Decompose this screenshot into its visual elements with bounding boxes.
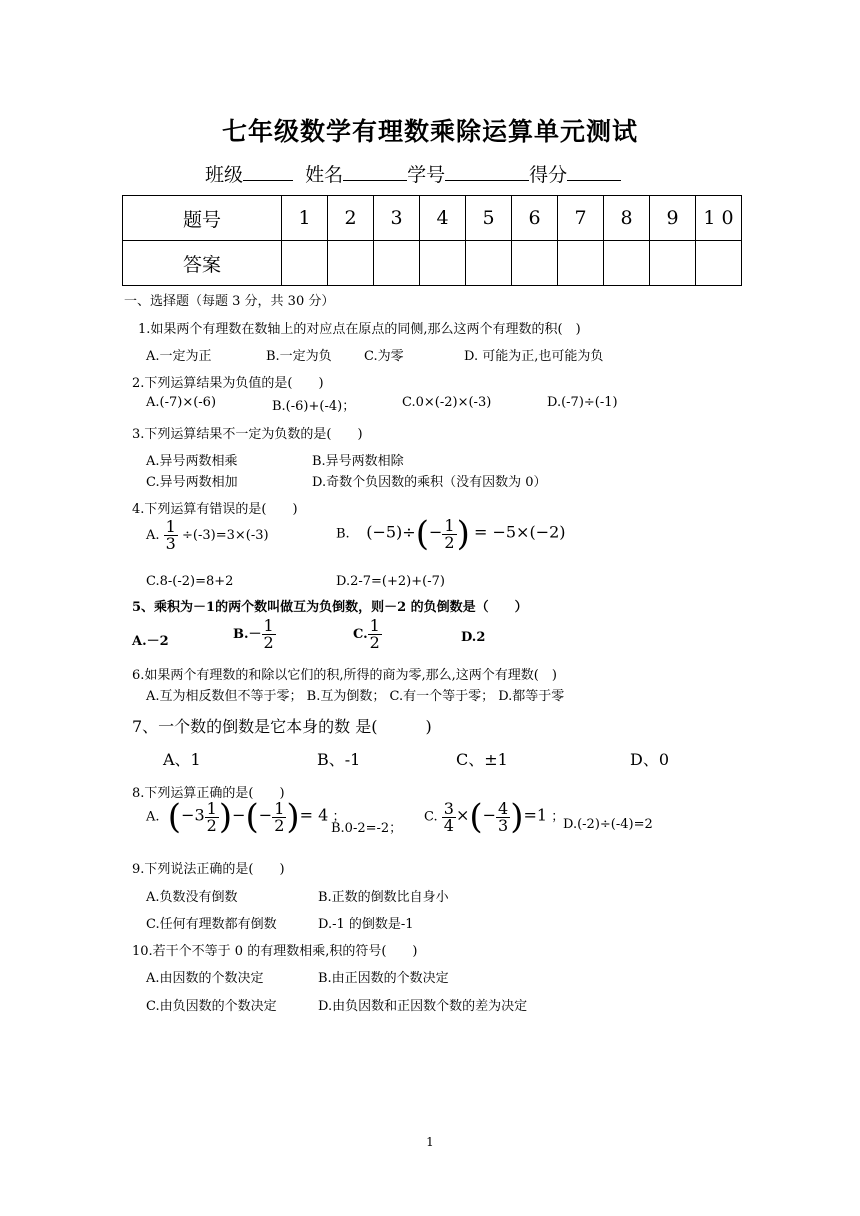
q5-c-prefix: C. — [353, 627, 368, 642]
q1-option-a: A.一定为正 — [146, 349, 212, 364]
q8-c-fraction-1 — [442, 798, 456, 835]
answer-cell[interactable] — [512, 241, 558, 286]
question-number-header: 题号 — [123, 196, 282, 241]
denominator: 3 — [498, 815, 509, 835]
q5-option-b — [233, 618, 276, 651]
answer-cell[interactable] — [558, 241, 604, 286]
q3-option-a: A.异号两数相乘 — [146, 454, 238, 469]
q5-b-fraction — [262, 618, 276, 651]
q4-a-fraction — [164, 519, 178, 552]
q8-a-int: −3 — [181, 805, 205, 825]
q8-a-fraction-1 — [205, 798, 219, 835]
q8-a-result: = 4 — [299, 805, 329, 825]
q9-option-c: C.任何有理数都有倒数 — [146, 917, 277, 932]
class-label: 班级 — [205, 164, 244, 186]
denominator: 4 — [443, 815, 454, 835]
q8-option-d: D.(-2)÷(-4)=2 — [563, 817, 653, 832]
q8-a-fraction-2 — [272, 798, 286, 835]
q1-option-b: B.一定为负 — [266, 349, 332, 364]
q5-c-fraction — [368, 618, 382, 651]
q4-b-left: (−5)÷ — [366, 522, 416, 542]
answer-cell[interactable] — [466, 241, 512, 286]
q4-a-prefix: A. — [146, 528, 160, 543]
question-6-stem: 6.如果两个有理数的和除以它们的积,所得的商为零,那么,这两个有理数( ) — [132, 668, 557, 683]
q8-c-result: =1 — [523, 805, 548, 825]
page-number: 1 — [426, 1135, 434, 1149]
table-number-cell: 9 — [650, 196, 696, 241]
q4-a-expression: ÷(-3)=3×(-3) — [182, 528, 269, 543]
question-5-stem: 5、乘积为－1的两个数叫做互为负倒数，则－2 的负倒数是（ ） — [132, 600, 528, 615]
answer-cell[interactable] — [696, 241, 742, 286]
q8-a-minus: − — [258, 805, 273, 825]
answer-cell[interactable] — [282, 241, 328, 286]
table-number-cell: 8 — [604, 196, 650, 241]
answer-cell[interactable] — [420, 241, 466, 286]
denominator: 2 — [444, 532, 455, 552]
answer-cell[interactable] — [650, 241, 696, 286]
numerator: 1 — [274, 798, 285, 818]
q2-option-d: D.(-7)÷(-1) — [547, 395, 618, 410]
q7-option-d: D、0 — [630, 750, 670, 769]
q8-c-prefix: C. — [424, 809, 438, 825]
numerator: 1 — [165, 517, 176, 536]
denominator: 2 — [274, 815, 285, 835]
question-7-stem: 7、一个数的倒数是它本身的数 是( ) — [132, 717, 432, 736]
table-number-cell: 7 — [558, 196, 604, 241]
question-10-stem: 10.若干个不等于 0 的有理数相乘,积的符号( ) — [132, 944, 418, 959]
answer-header: 答案 — [123, 241, 282, 286]
q2-option-a: A.(-7)×(-6) — [146, 395, 217, 410]
q1-option-c: C.为零 — [364, 349, 404, 364]
q1-option-d: D. 可能为正,也可能为负 — [464, 349, 604, 364]
question-9-stem: 9.下列说法正确的是( ) — [132, 862, 285, 877]
q4-option-d: D.2-7=(+2)+(-7) — [336, 574, 445, 589]
table-number-cell: 1 0 — [696, 196, 742, 241]
q4-option-a — [146, 519, 269, 552]
q8-a-mid: − — [232, 805, 246, 825]
q8-c-fraction-2 — [496, 798, 510, 835]
numerator: 1 — [369, 616, 380, 635]
q10-option-c: C.由负因数的个数决定 — [146, 999, 277, 1014]
q5-option-d: D.2 — [461, 630, 486, 645]
section-heading: 一、选择题（每题 3 分，共 30 分） — [124, 294, 335, 309]
question-4-stem: 4.下列运算有错误的是( ) — [132, 502, 298, 517]
q4-b-minus: − — [428, 522, 443, 542]
q3-option-d: D.奇数个负因数的乘积（没有因数为 0） — [312, 475, 547, 490]
q2-option-c: C.0×(-2)×(-3) — [402, 395, 492, 410]
score-label: 得分 — [529, 164, 568, 186]
question-8-stem: 8.下列运算正确的是( ) — [132, 786, 285, 801]
q8-option-c: C. $\frac{3}{4}$ ×(− $\frac{4}{3}$ )=1 ； — [424, 797, 565, 837]
denominator: 3 — [165, 534, 176, 553]
q3-option-c: C.异号两数相加 — [146, 475, 238, 490]
table-number-cell: 6 — [512, 196, 558, 241]
numerator: 1 — [206, 798, 217, 818]
q8-c-semicolon: ； — [551, 809, 565, 825]
student-info-line — [205, 160, 621, 187]
number-blank[interactable] — [445, 162, 529, 181]
q4-b-right: = −5×(−2) — [473, 522, 566, 542]
q4-option-c: C.8-(-2)=8+2 — [146, 574, 234, 589]
question-3-stem: 3.下列运算结果不一定为负数的是( ) — [132, 427, 363, 442]
q10-option-b: B.由正因数的个数决定 — [318, 971, 449, 986]
q7-option-b: B、-1 — [317, 750, 361, 769]
numerator: 1 — [444, 515, 455, 535]
number-label: 学号 — [407, 164, 446, 186]
q10-option-d: D.由负因数和正因数个数的差为决定 — [318, 999, 528, 1014]
table-number-cell: 5 — [466, 196, 512, 241]
q8-option-a: A. (−3 $\frac{1}{2}$ )−(− $\frac{1}{2}$ )= 4 ； — [146, 797, 346, 837]
q4-option-b: B. (−5)÷(− $\frac{1}{2}$ ) = −5×(−2) — [336, 514, 566, 554]
q5-option-a: A.－2 — [132, 634, 169, 649]
answer-cell[interactable] — [328, 241, 374, 286]
numerator: 4 — [498, 798, 509, 818]
class-blank[interactable] — [243, 162, 293, 181]
q8-c-times: × — [455, 805, 470, 825]
q5-b-prefix: B.－ — [233, 627, 262, 642]
denominator: 2 — [263, 633, 274, 652]
score-blank[interactable] — [567, 162, 621, 181]
q10-option-a: A.由因数的个数决定 — [146, 971, 264, 986]
page-title: 七年级数学有理数乘除运算单元测试 — [221, 117, 638, 146]
question-2-stem: 2.下列运算结果为负值的是( ) — [132, 376, 324, 391]
denominator: 2 — [369, 633, 380, 652]
table-number-cell: 3 — [374, 196, 420, 241]
answer-cell[interactable] — [374, 241, 420, 286]
numerator: 1 — [263, 616, 274, 635]
answer-table — [122, 195, 742, 286]
q2-option-b: B.(-6)+(-4)； — [272, 399, 356, 414]
name-blank[interactable] — [343, 162, 407, 181]
denominator: 2 — [206, 815, 217, 835]
numerator: 3 — [443, 798, 454, 818]
q5-option-c — [353, 618, 382, 651]
q8-c-minus: − — [482, 805, 497, 825]
q9-option-b: B.正数的倒数比自身小 — [318, 890, 449, 905]
question-number-row — [123, 196, 742, 241]
q9-option-a: A.负数没有倒数 — [146, 890, 238, 905]
table-number-cell: 4 — [420, 196, 466, 241]
q8-a-prefix: A. — [146, 809, 160, 825]
q8-a-semicolon: ； — [332, 809, 346, 825]
q7-option-c: C、±1 — [456, 750, 508, 769]
answer-cell[interactable] — [604, 241, 650, 286]
table-number-cell: 2 — [328, 196, 374, 241]
question-1-stem: 1.如果两个有理数在数轴上的对应点在原点的同侧,那么这两个有理数的积( ) — [138, 322, 581, 337]
q3-option-b: B.异号两数相除 — [312, 454, 404, 469]
answer-row — [123, 241, 742, 286]
q9-option-d: D.-1 的倒数是-1 — [318, 917, 414, 932]
table-number-cell: 1 — [282, 196, 328, 241]
q7-option-a: A、1 — [163, 750, 201, 769]
q4-b-fraction — [442, 515, 456, 552]
q6-options: A.互为相反数但不等于零； B.互为倒数； C.有一个等于零； D.都等于零 — [146, 689, 565, 704]
name-label: 姓名 — [305, 164, 344, 186]
q8-option-b: B.0-2=-2； — [331, 821, 403, 836]
q4-b-prefix: B. — [336, 526, 350, 542]
